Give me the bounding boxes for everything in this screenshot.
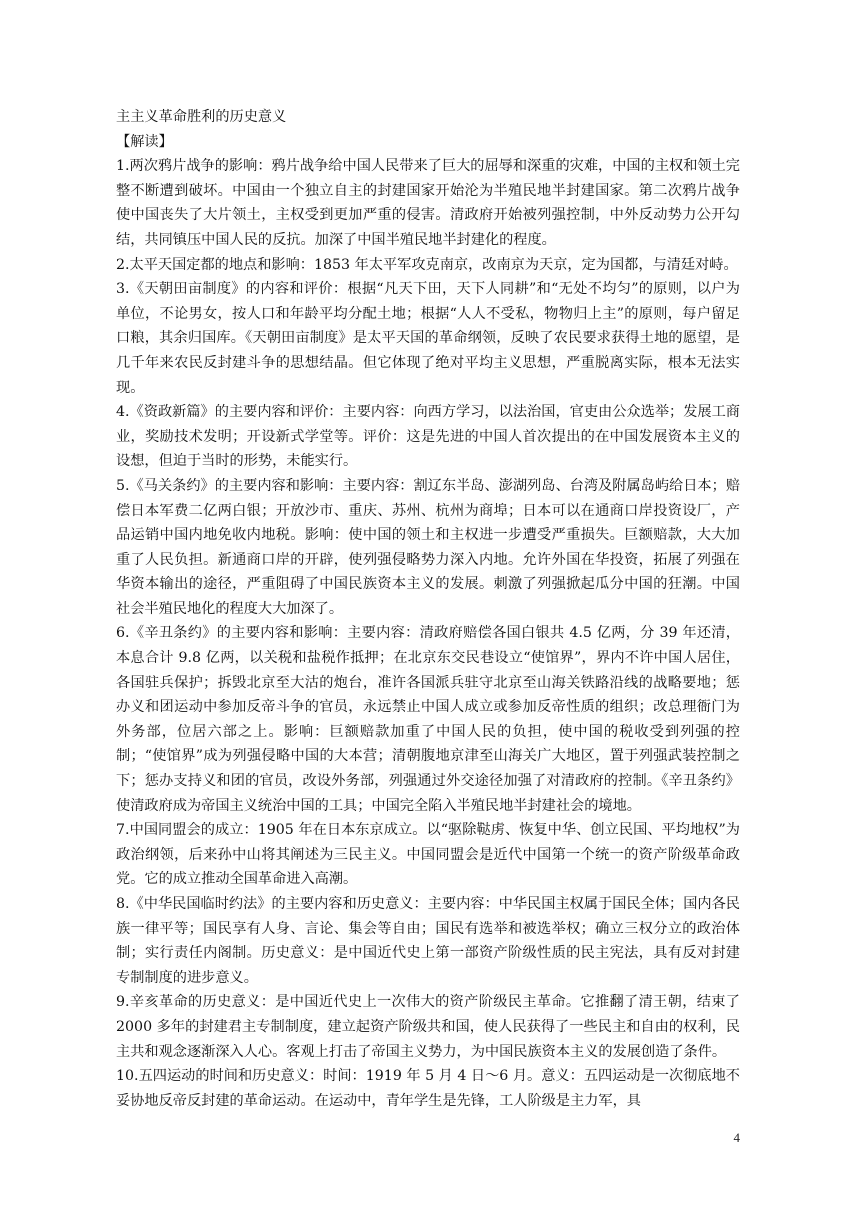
page-number: 4 (733, 1130, 740, 1145)
paragraph-1: 1.两次鸦片战争的影响：鸦片战争给中国人民带来了巨大的屈辱和深重的灾难，中国的主权和领土完整不断遭到破坏。中国由一个独立自主的封建国家开始沦为半殖民地半封建国家。第二次鸦片战争使中国丧失了大片领土，主权受到更加严重的侵害。清政府开始被列强控制，中外反动势力公开勾结，共同镇压中国人民的反抗。加深了中国半殖民地半封建化的程度。 (116, 158, 740, 248)
paragraph-2: 2.太平天国定都的地点和影响：1853 年太平军攻克南京，改南京为天京，定为国都，与清廷对峙。 (116, 256, 738, 273)
paragraph-7: 7.中国同盟会的成立：1905 年在日本东京成立。以“驱除鞑虏、恢复中华、创立民国、平均地权”为政治纲领，后来孙中山将其阐述为三民主义。中国同盟会是近代中国第一个统一的资产阶级革命政党。它的成立推动全国革命进入高潮。 (116, 822, 740, 888)
document-body (116, 105, 740, 1113)
section-label: 【解读】 (116, 133, 173, 150)
paragraph-6: 6.《辛丑条约》的主要内容和影响：主要内容：清政府赔偿各国白银共 4.5 亿两，分 39 年还清，本息合计 9.8 亿两，以关税和盐税作抵押；在北京东交民巷设立“使馆界”，界内不许中国人居住，各国驻兵保护；拆毁北京至大沽的炮台，准许各国派兵驻守北京至山海关铁路沿线的战略要地；惩办义和团运动中参加反帝斗争的官员，永远禁止中国人成立或参加反帝性质的组织；改总理衙门为外务部，位居六部之上。影响：巨额赔款加重了中国人民的负担，使中国的税收受到列强的控制；“使馆界”成为列强侵略中国的大本营；清朝腹地京津至山海关广大地区，置于列强武装控制之下；惩办支持义和团的官员，改设外务部，列强通过外交途径加强了对清政府的控制。《辛丑条约》使清政府成为帝国主义统治中国的工具；中国完全陷入半殖民地半封建社会的境地。 (116, 625, 740, 814)
paragraph-8: 8.《中华民国临时约法》的主要内容和历史意义：主要内容：中华民国主权属于国民全体；国内各民族一律平等；国民享有人身、言论、集会等自由；国民有选举和被选举权；确立三权分立的政治体制；实行责任内阁制。历史意义：是中国近代史上第一部资产阶级性质的民主宪法，具有反对封建专制制度的进步意义。 (116, 896, 740, 986)
paragraph-5: 5.《马关条约》的主要内容和影响：主要内容：割辽东半岛、澎湖列岛、台湾及附属岛屿给日本；赔偿日本军费二亿两白银；开放沙市、重庆、苏州、杭州为商埠；日本可以在通商口岸投资设厂，产品运销中国内地免收内地税。影响：使中国的领土和主权进一步遭受严重损失。巨额赔款，大大加重了人民负担。新通商口岸的开辟，使列强侵略势力深入内地。允许外国在华投资，拓展了列强在华资本输出的途径，严重阻碍了中国民族资本主义的发展。刺激了列强掀起瓜分中国的狂潮。中国社会半殖民地化的程度大大加深了。 (116, 477, 740, 617)
heading-fragment: 主主义革命胜利的历史意义 (116, 109, 287, 125)
paragraph-9: 9.辛亥革命的历史意义：是中国近代史上一次伟大的资产阶级民主革命。它推翻了清王朝，结束了 2000 多年的封建君主专制制度，建立起资产阶级共和国，使人民获得了一些民主和自由的权利，民主共和观念逐渐深入人心。客观上打击了帝国主义势力，为中国民族资本主义的发展创造了条件。 (116, 994, 740, 1060)
paragraph-4: 4.《资政新篇》的主要内容和评价：主要内容：向西方学习，以法治国，官吏由公众选举；发展工商业，奖励技术发明；开设新式学堂等。评价：这是先进的中国人首次提出的在中国发展资本主义的设想，但迫于当时的形势，未能实行。 (116, 404, 740, 470)
paragraph-10: 10.五四运动的时间和历史意义：时间：1919 年 5 月 4 日～6 月。意义：五四运动是一次彻底地不妥协地反帝反封建的革命运动。在运动中，青年学生是先锋，工人阶级是主力军，具 (116, 1068, 740, 1109)
paragraph-3: 3.《天朝田亩制度》的内容和评价：根据“凡天下田，天下人同耕”和“无处不均匀”的原则，以户为单位，不论男女，按人口和年龄平均分配土地；根据“人人不受私，物物归上主”的原则，每户留足口粮，其余归国库。《天朝田亩制度》是太平天国的革命纲领，反映了农民要求获得土地的愿望，是几千年来农民反封建斗争的思想结晶。但它体现了绝对平均主义思想，严重脱离实际，根本无法实现。 (116, 281, 740, 396)
